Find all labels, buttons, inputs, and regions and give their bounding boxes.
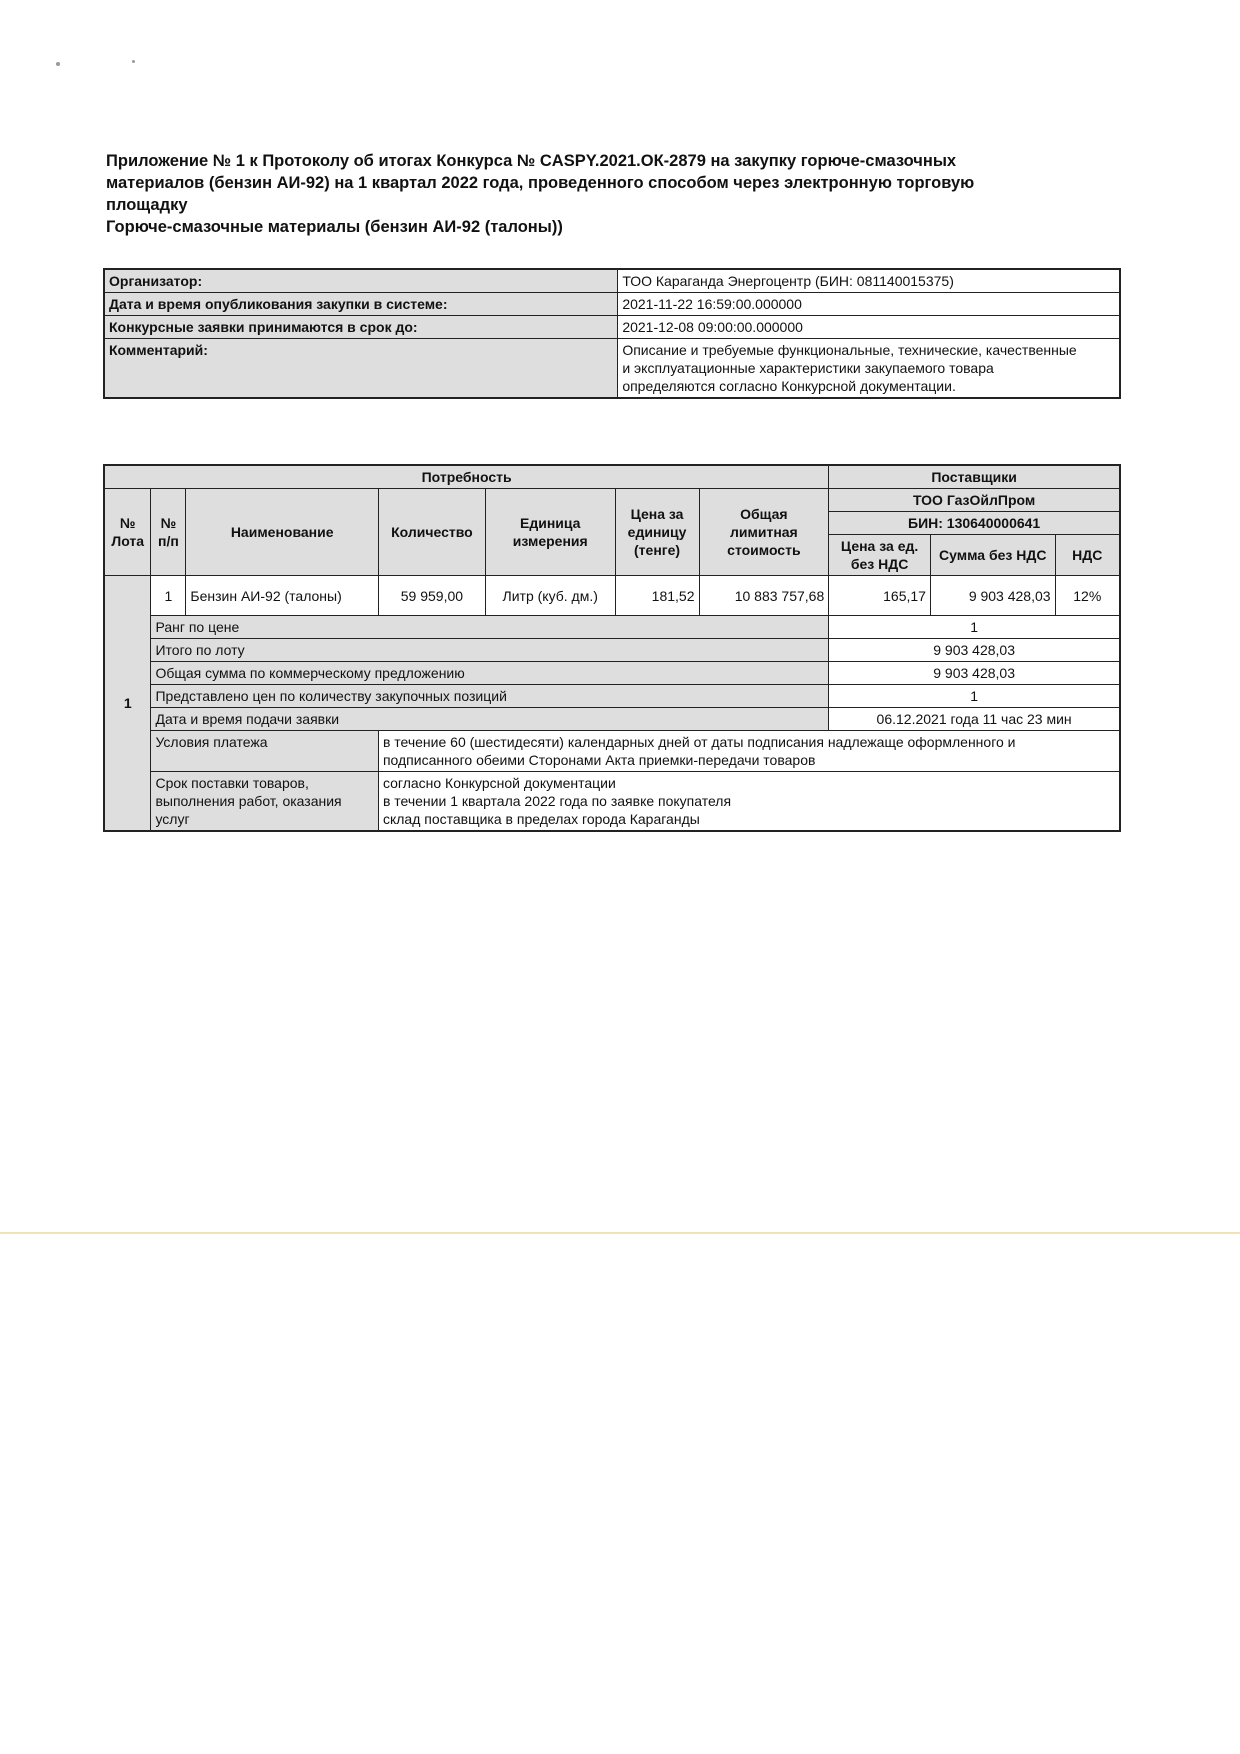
col-supplier-price-line: без НДС	[850, 556, 909, 572]
info-row	[104, 269, 1120, 293]
delivery-label-line: Срок поставки товаров,	[155, 775, 309, 791]
row-unit: Литр (куб. дм.)	[485, 576, 615, 616]
deadline-label: Конкурсные заявки принимаются в срок до:	[104, 316, 618, 339]
info-row	[104, 339, 1120, 399]
title-line: материалов (бензин АИ-92) на 1 квартал 2022 года, проведенного способом через электронную торговую	[106, 174, 975, 192]
supplier-name: ТОО ГазОйлПром	[829, 489, 1120, 512]
col-unit-line: измерения	[512, 533, 588, 549]
organizer-label: Организатор:	[104, 269, 618, 293]
offer-sum-value: 9 903 428,03	[829, 662, 1120, 685]
organizer-value: ТОО Караганда Энергоцентр (БИН: 081140015375)	[618, 269, 1120, 293]
info-row	[104, 293, 1120, 316]
delivery-line: согласно Конкурсной документации	[382, 775, 616, 791]
col-supplier-price-line: Цена за ед.	[840, 538, 919, 554]
col-name: Наименование	[186, 489, 379, 576]
col-lot	[104, 489, 151, 576]
page-title	[106, 150, 1116, 238]
col-unit-line: Единица	[519, 515, 581, 531]
comment-line: и эксплуатационные характеристики закупаемого товара	[622, 360, 994, 376]
header-row	[104, 489, 1120, 512]
rank-value: 1	[829, 616, 1120, 639]
payment-label: Условия платежа	[151, 731, 378, 772]
col-lot-line: Лота	[111, 533, 145, 549]
comment-label: Комментарий:	[104, 339, 618, 399]
submitted-label: Дата и время подачи заявки	[151, 708, 829, 731]
delivery-label-line: выполнения работ, оказания	[155, 793, 342, 809]
col-price	[615, 489, 699, 576]
comment-line: определяются согласно Конкурсной документации.	[622, 378, 956, 394]
summary-row	[104, 708, 1120, 731]
payment-value	[378, 731, 1120, 772]
col-price-line: Цена за	[630, 506, 684, 522]
header-row	[104, 465, 1120, 489]
col-qty: Количество	[378, 489, 485, 576]
summary-row	[104, 685, 1120, 708]
delivery-line: склад поставщика в пределах города Караганды	[382, 811, 700, 827]
delivery-line: в течении 1 квартала 2022 года по заявке покупателя	[382, 793, 732, 809]
supplier-bin: БИН: 130640000641	[829, 512, 1120, 535]
scan-speck	[56, 62, 60, 66]
lot-number: 1	[104, 576, 151, 832]
row-total: 10 883 757,68	[699, 576, 829, 616]
row-num: 1	[151, 576, 186, 616]
col-num-line: п/п	[158, 533, 179, 549]
row-price: 181,52	[615, 576, 699, 616]
scan-speck	[132, 60, 135, 63]
lot-total-label: Итого по лоту	[151, 639, 829, 662]
row-qty: 59 959,00	[378, 576, 485, 616]
summary-row	[104, 772, 1120, 832]
col-total-line: лимитная	[730, 524, 798, 540]
row-vat: 12%	[1055, 576, 1120, 616]
delivery-value	[378, 772, 1120, 832]
rank-label: Ранг по цене	[151, 616, 829, 639]
comment-line: Описание и требуемые функциональные, технические, качественные	[622, 342, 1077, 358]
summary-row	[104, 616, 1120, 639]
bids-table	[103, 464, 1121, 832]
col-total-line: Общая	[740, 506, 788, 522]
delivery-label-line: услуг	[155, 811, 190, 827]
suppliers-header: Поставщики	[829, 465, 1120, 489]
col-total	[699, 489, 829, 576]
col-num-line: №	[160, 515, 177, 531]
col-supplier-sum: Сумма без НДС	[930, 535, 1055, 576]
offer-sum-label: Общая сумма по коммерческому предложению	[151, 662, 829, 685]
positions-label: Представлено цен по количеству закупочных позиций	[151, 685, 829, 708]
col-vat: НДС	[1055, 535, 1120, 576]
title-subtitle: Горюче-смазочные материалы (бензин АИ-92 (талоны))	[106, 218, 563, 236]
lot-total-value: 9 903 428,03	[829, 639, 1120, 662]
payment-line: в течение 60 (шестидесяти) календарных дней от даты подписания надлежаще оформленного и	[382, 734, 1016, 750]
need-header: Потребность	[104, 465, 829, 489]
payment-line: подписанного обеими Сторонами Акта приемки-передачи товаров	[382, 752, 816, 768]
col-unit	[485, 489, 615, 576]
col-supplier-price	[829, 535, 931, 576]
col-price-line: единицу	[627, 524, 687, 540]
comment-value	[618, 339, 1120, 399]
procurement-info-table	[103, 268, 1121, 399]
scan-edge	[0, 1232, 1240, 1234]
title-line: Приложение № 1 к Протоколу об итогах Конкурса № CASPY.2021.ОК-2879 на закупку горюче-смазочных	[106, 152, 957, 170]
summary-row	[104, 731, 1120, 772]
table-row	[104, 576, 1120, 616]
col-total-line: стоимость	[727, 542, 801, 558]
published-label: Дата и время опубликования закупки в системе:	[104, 293, 618, 316]
positions-value: 1	[829, 685, 1120, 708]
deadline-value: 2021-12-08 09:00:00.000000	[618, 316, 1120, 339]
summary-row	[104, 639, 1120, 662]
col-lot-line: №	[119, 515, 136, 531]
col-price-line: (тенге)	[634, 542, 681, 558]
summary-row	[104, 662, 1120, 685]
row-supplier-price: 165,17	[829, 576, 931, 616]
published-value: 2021-11-22 16:59:00.000000	[618, 293, 1120, 316]
row-supplier-sum: 9 903 428,03	[930, 576, 1055, 616]
title-line: площадку	[106, 196, 188, 214]
col-num	[151, 489, 186, 576]
info-row	[104, 316, 1120, 339]
submitted-value: 06.12.2021 года 11 час 23 мин	[829, 708, 1120, 731]
delivery-label	[151, 772, 378, 832]
row-name: Бензин АИ-92 (талоны)	[186, 576, 379, 616]
